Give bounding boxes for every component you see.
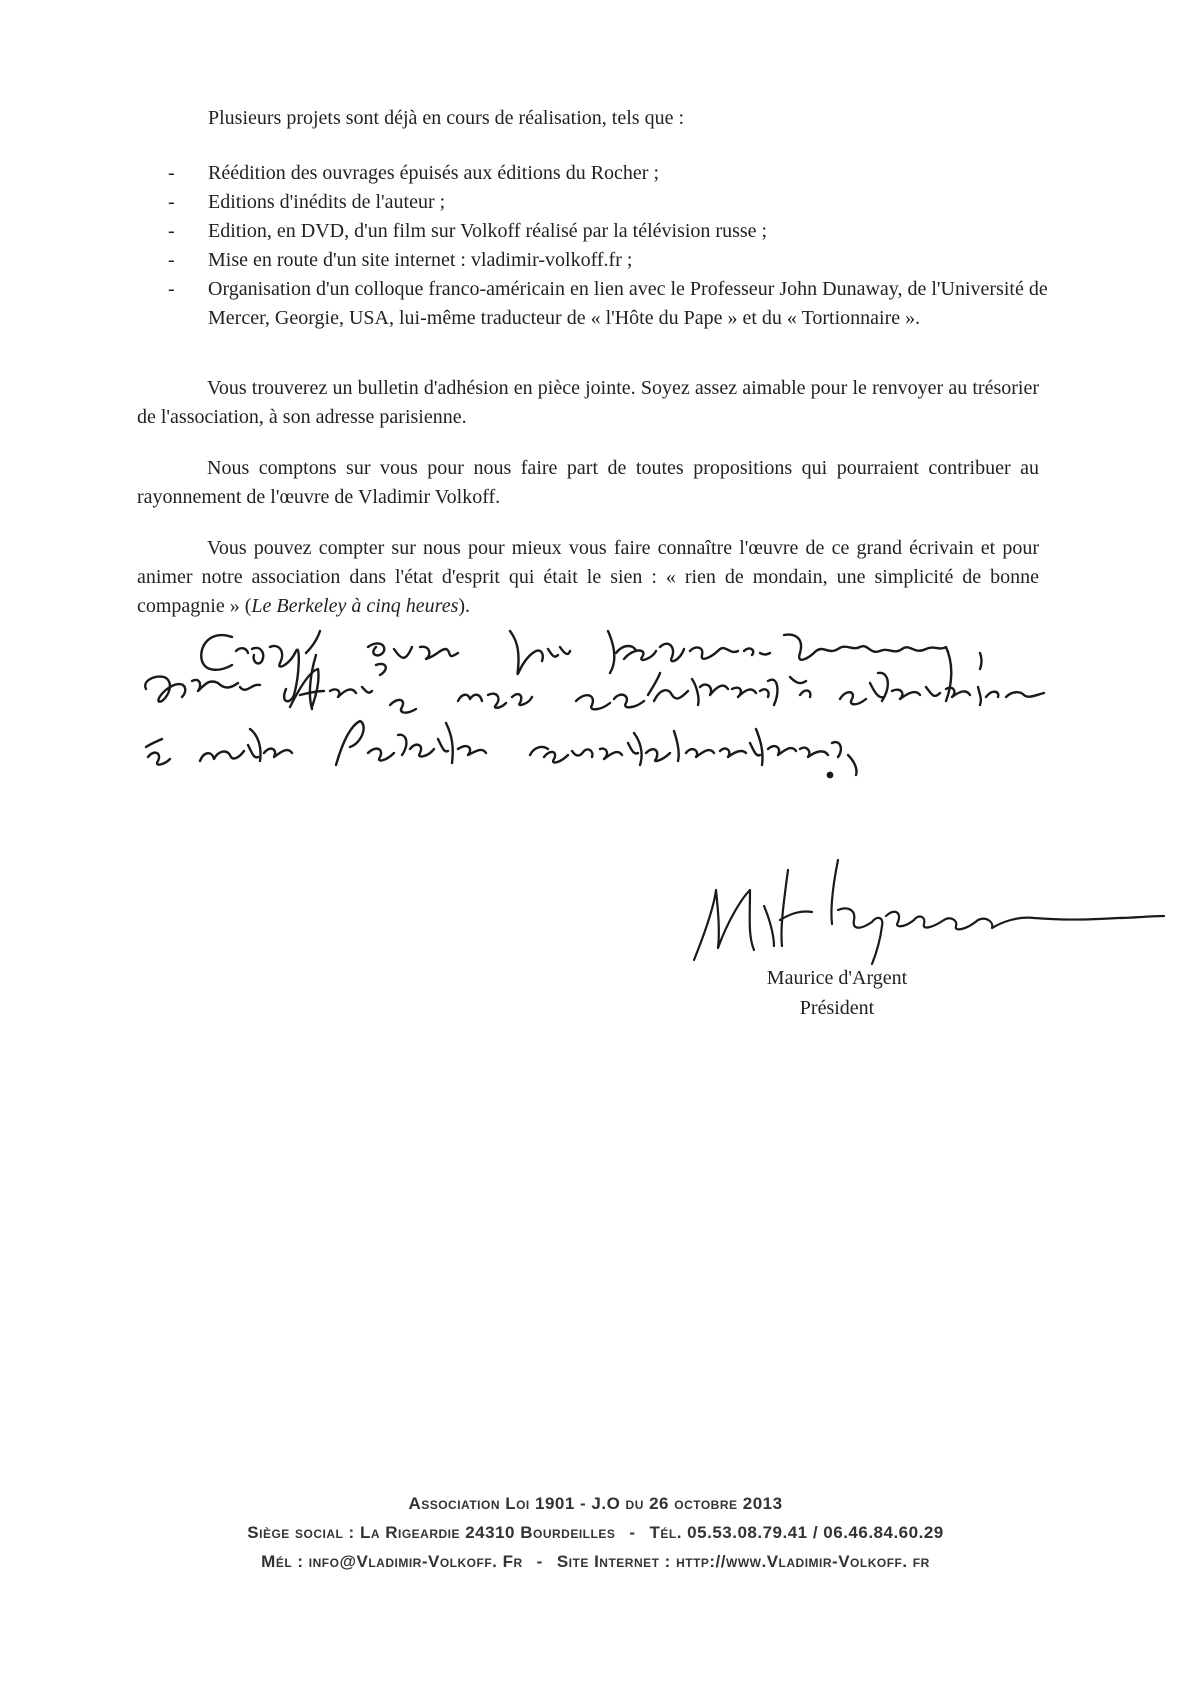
list-item: - Edition, en DVD, d'un film sur Volkoff réalisé par la télévision russe ; [168,220,768,242]
footer-phone: Tél. 05.53.08.79.41 / 06.46.84.60.29 [649,1523,944,1542]
handwritten-closing [140,625,1120,835]
footer [0,1489,1191,1576]
footer-email: Mél : info@Vladimir-Volkoff. Fr [261,1552,523,1571]
footer-siege: Siège social : La Rigeardie 24310 Bourdeilles [247,1523,616,1542]
list-item: - Organisation d'un colloque franco-américain en lien avec le Professeur John Dunaway, de l'Université de Mercer, Georgie, USA, lui-même traducteur de « l'Hôte du Pape » et du « Tortionnaire ». [168,278,1048,329]
signer-role: Président [799,997,875,1019]
signer-block [752,963,922,1023]
list-item: - Editions d'inédits de l'auteur ; [168,191,446,213]
list-item: - Mise en route d'un site internet : vladimir-volkoff.fr ; [168,249,633,271]
list-item: - Réédition des ouvrages épuisés aux éditions du Rocher ; [168,162,660,184]
paragraph-membership: Vous trouverez un bulletin d'adhésion en pièce jointe. Soyez assez aimable pour le renvoyer au trésorier de l'association, à son adresse parisienne. [137,377,1039,428]
footer-address-line: Siège social : La Rigeardie 24310 Bourdeilles - Tél. 05.53.08.79.41 / 06.46.84.60.29 [247,1523,944,1542]
project-list [168,159,1048,333]
footer-association: Association Loi 1901 - J.O du 26 octobre 2013 [408,1494,783,1513]
intro-line: Plusieurs projets sont déjà en cours de réalisation, tels que : [208,107,685,129]
paragraph-proposals: Nous comptons sur vous pour nous faire part de toutes propositions qui pourraient contribuer au rayonnement de l'œuvre de Vladimir Volkoff. [137,457,1039,508]
paragraph-spirit: Vous pouvez compter sur nous pour mieux vous faire connaître l'œuvre de ce grand écrivain et pour animer notre association dans l'état d'esprit qui était le sien : « rien de mondain, une simplicité de bonne compagnie » (Le Berkeley à cinq heures). [137,537,1039,617]
footer-website: Site Internet : http://www.Vladimir-Volkoff. fr [556,1552,930,1571]
signer-name: Maurice d'Argent [766,967,908,989]
book-title: Le Berkeley à cinq heures [251,595,459,617]
signature [688,850,1168,970]
footer-contact-line: Mél : info@Vladimir-Volkoff. Fr - Site Internet : http://www.Vladimir-Volkoff. fr [261,1552,930,1571]
